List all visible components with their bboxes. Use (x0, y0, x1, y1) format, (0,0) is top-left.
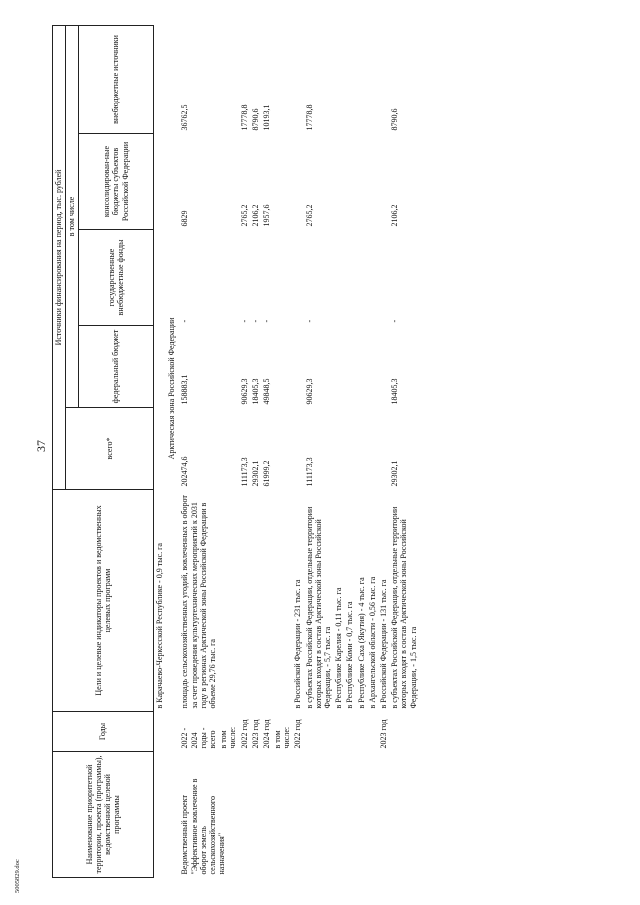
rotated-page (52, 26, 592, 878)
goal-cell (239, 490, 250, 712)
col-extrabudget-header: внебюджетные источники (79, 25, 154, 133)
year-cell: 2022 год (293, 719, 303, 749)
financing-table (52, 25, 419, 878)
goal-cell (218, 490, 238, 712)
regional-cell (333, 134, 344, 230)
project-name-cell: Ведомственный проект "Эффективное вовлечение в оборот земель сельскохозяйственного назначения" (180, 778, 227, 875)
total-cell (272, 408, 292, 490)
col-name-header: Наименование приоритетной территории, проекта (программы), ведомственной целевой программы (53, 752, 154, 878)
state-funds-cell: - (239, 319, 249, 323)
total-cell (344, 408, 355, 490)
goal-cell: в Архангельской области - 0,56 тыс. га (367, 576, 377, 709)
goal-cell: в Российской Федерации - 231 тыс. га (293, 579, 303, 709)
zone-title: Арктическая зона Российской Федерации (167, 317, 177, 460)
year-cell: в том числе: (273, 726, 292, 749)
total-cell (367, 408, 378, 490)
state-funds-cell: - (304, 319, 314, 323)
total-cell: 61999,2 (261, 460, 271, 487)
federal-cell: 18405,3 (250, 378, 260, 405)
col-federal-header: федеральный бюджет (79, 326, 154, 408)
col-state-funds-header: государственные внебюджетные фонды (79, 230, 154, 326)
goal-cell: площадь сельскохозяйственных угодий, вовлеченных в оборот за счет проведения культуртехнических мероприятий к 2031 году в регионах Арктической зоны Российской Федерации в объеме 29,76 тыс. га (180, 495, 217, 709)
state-funds-cell: - (390, 319, 400, 323)
table-row (378, 25, 389, 877)
table-row (389, 25, 419, 877)
goal-cell (261, 490, 272, 712)
federal-cell: 49848,5 (261, 378, 271, 405)
goal-cell: в Республике Саха (Якутия) - 4 тыс. га (356, 577, 366, 709)
federal-cell: 158883,1 (180, 374, 190, 405)
regional-cell (218, 134, 238, 230)
extrabudget-cell (272, 25, 292, 133)
regional-cell: 6829 (180, 210, 190, 227)
federal-cell (272, 326, 292, 408)
regional-cell (356, 134, 367, 230)
federal-cell (378, 326, 389, 408)
state-funds-cell (367, 230, 378, 326)
extrabudget-cell: 8790,6 (390, 108, 400, 131)
year-cell (356, 712, 367, 752)
federal-cell: 18405,3 (390, 378, 400, 405)
col-sources-header: Источники финансирования на период, тыс. рублей (53, 25, 66, 489)
table-row (179, 25, 218, 877)
table-row (344, 25, 355, 877)
goal-cell: в Карачаево-Черкесской Республике - 0,9 тыс. га (155, 543, 164, 709)
table-row (154, 25, 166, 877)
goal-cell: в субъектах Российской Федерации, отдельные территории которых входят в состав Арктической зоны Российской Федерации, - 5,7 тыс. га (304, 506, 332, 709)
goal-cell (250, 490, 261, 712)
federal-cell (344, 326, 355, 408)
extrabudget-cell (344, 25, 355, 133)
state-funds-cell: - (180, 319, 190, 323)
year-cell: 2023 год (250, 719, 260, 749)
extrabudget-cell (218, 25, 238, 133)
regional-cell (272, 134, 292, 230)
goal-cell: в Республике Карелия - 0,11 тыс. га (334, 587, 344, 709)
footer-code: 5005829.doc (14, 859, 21, 893)
table-row (250, 25, 261, 877)
goal-cell: в Республике Коми - 0,7 тыс. га (345, 601, 355, 709)
goal-cell: в субъектах Российской Федерации, отдельные территории которых входят в состав Арктической зоны Российской Федерации, - 1,5 тыс. га (390, 506, 418, 709)
state-funds-cell (292, 230, 303, 326)
col-total-header: всего* (66, 408, 154, 490)
goal-cell (272, 490, 292, 712)
year-cell (367, 712, 378, 752)
table-row (333, 25, 344, 877)
year-cell: 2023 год (378, 719, 388, 749)
total-cell: 111173,3 (304, 457, 314, 487)
table-body (154, 25, 419, 877)
total-cell (356, 408, 367, 490)
goal-cell: в Российской Федерации - 131 тыс. га (378, 579, 388, 709)
regional-cell (378, 134, 389, 230)
regional-cell: 2106,2 (390, 204, 400, 227)
page-number: 37 (34, 440, 48, 452)
table-row (304, 25, 334, 877)
year-cell (389, 712, 419, 752)
year-cell: в том числе: (219, 726, 238, 749)
total-cell (333, 408, 344, 490)
zone-row (165, 25, 179, 877)
table-row (218, 25, 238, 877)
federal-cell: 90629,3 (304, 378, 314, 405)
state-funds-cell: - (261, 319, 271, 323)
extrabudget-cell (356, 25, 367, 133)
table-row (239, 25, 250, 877)
federal-cell (218, 326, 238, 408)
regional-cell: 2765,2 (304, 204, 314, 227)
state-funds-cell (344, 230, 355, 326)
col-goals-header: Цели и целевые индикаторы проектов и ведомственных целевых программ (53, 490, 154, 712)
extrabudget-cell (292, 25, 303, 133)
extrabudget-cell (367, 25, 378, 133)
extrabudget-cell (333, 25, 344, 133)
year-cell: 2022 - 2024 годы - всего (180, 727, 217, 749)
federal-cell (356, 326, 367, 408)
state-funds-cell (333, 230, 344, 326)
total-cell: 202474,6 (180, 456, 190, 487)
extrabudget-cell: 36762,5 (180, 104, 190, 131)
year-cell (344, 712, 355, 752)
extrabudget-cell: 8790,6 (250, 108, 260, 131)
total-cell: 29302,1 (250, 460, 260, 487)
state-funds-cell (378, 230, 389, 326)
total-cell (218, 408, 238, 490)
federal-cell (333, 326, 344, 408)
table-row (356, 25, 367, 877)
year-cell: 2024 год (261, 719, 271, 749)
col-regional-header: консолидирован-ные бюджеты субъектов Российской Федерации (79, 134, 154, 230)
state-funds-cell: - (250, 319, 260, 323)
regional-cell: 2765,2 (239, 204, 249, 227)
federal-cell (292, 326, 303, 408)
extrabudget-cell (378, 25, 389, 133)
regional-cell (344, 134, 355, 230)
regional-cell (292, 134, 303, 230)
total-cell (378, 408, 389, 490)
table-row (272, 25, 292, 877)
regional-cell: 2106,2 (250, 204, 260, 227)
col-years-header: Годы (53, 712, 154, 752)
regional-cell (367, 134, 378, 230)
federal-cell (367, 326, 378, 408)
extrabudget-cell: 17778,8 (239, 104, 249, 131)
table-row (367, 25, 378, 877)
total-cell (292, 408, 303, 490)
extrabudget-cell: 17778,8 (304, 104, 314, 131)
regional-cell: 1957,6 (261, 204, 271, 227)
table-row (292, 25, 303, 877)
year-cell (333, 712, 344, 752)
extrabudget-cell: 10193,1 (261, 104, 271, 131)
total-cell: 111173,3 (239, 457, 249, 487)
state-funds-cell (356, 230, 367, 326)
table-row (261, 25, 272, 877)
state-funds-cell (218, 230, 238, 326)
state-funds-cell (272, 230, 292, 326)
total-cell: 29302,1 (390, 460, 400, 487)
federal-cell: 90629,3 (239, 378, 249, 405)
year-cell: 2022 год (239, 719, 249, 749)
col-including-header: в том числе (66, 25, 79, 407)
year-cell (304, 712, 334, 752)
